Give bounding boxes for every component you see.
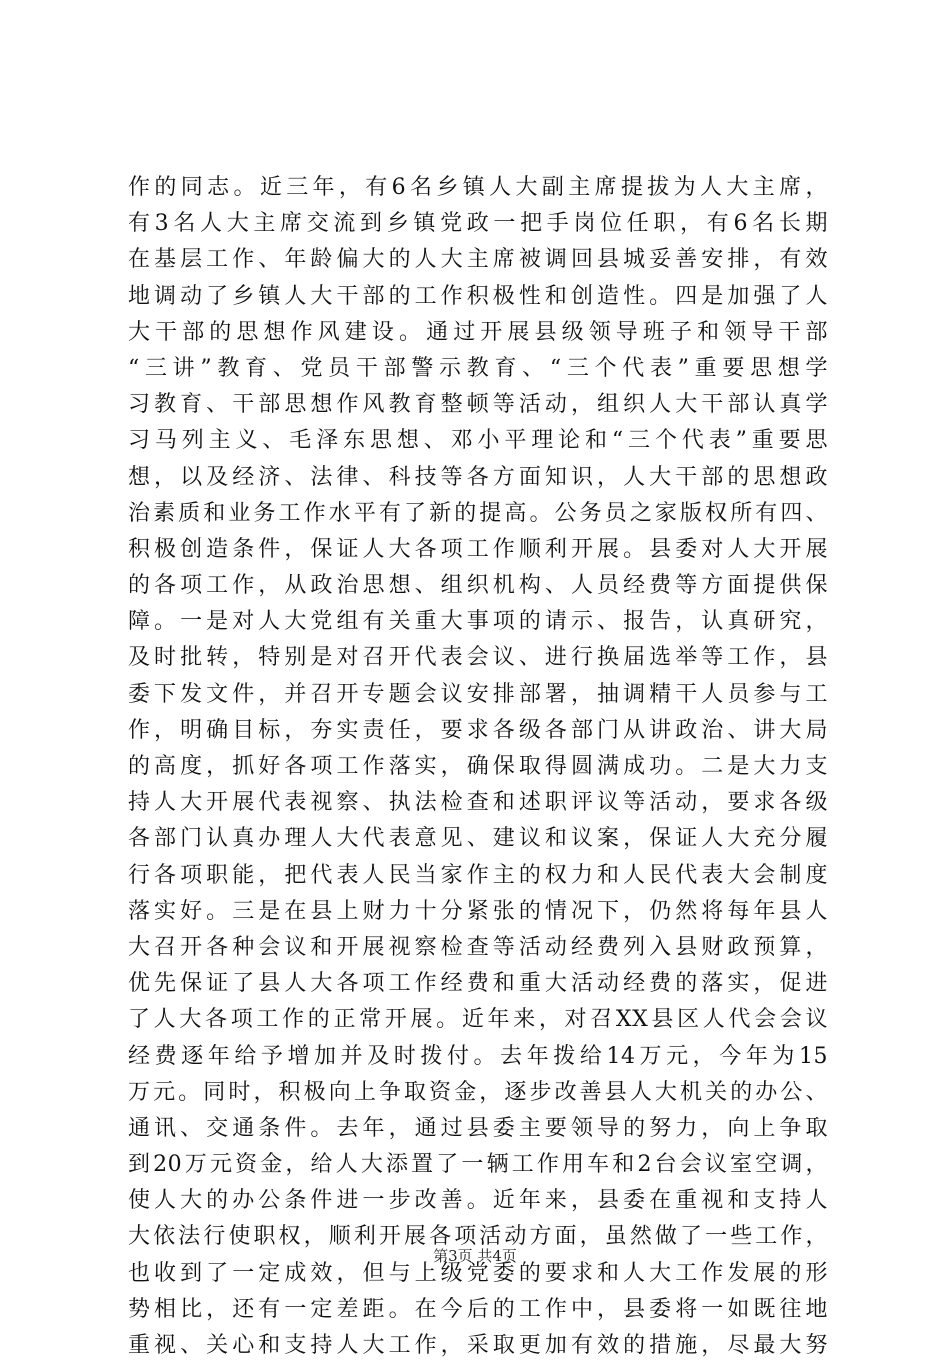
text-line: 障。一是对人大党组有关重大事项的请示、报告，认真研究， <box>128 609 828 635</box>
text-line: 重视、关心和支持人大工作，采取更加有效的措施，尽最大努 <box>128 1333 828 1358</box>
text-line: 优先保证了县人大各项工作经费和重大活动经费的落实，促进 <box>128 971 828 997</box>
text-line: 治素质和业务工作水平有了新的提高。公务员之家版权所有四、 <box>128 500 828 526</box>
page-footer <box>0 1246 950 1266</box>
text-line: 万元。同时，积极向上争取资金，逐步改善县人大机关的办公、 <box>128 1079 828 1105</box>
text-line: 到20万元资金，给人大添置了一辆工作用车和2台会议室空调， <box>128 1152 828 1178</box>
text-line: 落实好。三是在县上财力十分紧张的情况下，仍然将每年县人 <box>128 898 828 924</box>
text-line: 想，以及经济、法律、科技等各方面知识，人大干部的思想政 <box>128 464 828 490</box>
text-line: 习教育、干部思想作风教育整顿等活动，组织人大干部认真学 <box>128 392 828 418</box>
text-line: 大干部的思想作风建设。通过开展县级领导班子和领导干部 <box>128 319 828 345</box>
text-line: 持人大开展代表视察、执法检查和述职评议等活动，要求各级 <box>128 790 828 816</box>
text-line: 势相比，还有一定差距。在今后的工作中，县委将一如既往地 <box>128 1296 828 1322</box>
text-line: 的高度，抓好各项工作落实，确保取得圆满成功。二是大力支 <box>128 754 828 779</box>
text-line: 的各项工作，从政治思想、组织机构、人员经费等方面提供保 <box>128 573 828 599</box>
text-line: 各部门认真办理人大代表意见、建议和议案，保证人大充分履 <box>128 826 828 852</box>
text-line: 通讯、交通条件。去年，通过县委主要领导的努力，向上争取 <box>128 1115 828 1141</box>
text-line: 使人大的办公条件进一步改善。近年来，县委在重视和支持人 <box>128 1188 828 1214</box>
page-number-label: 第3页 共4页 <box>433 1247 517 1265</box>
text-line: 积极创造条件，保证人大各项工作顺利开展。县委对人大开展 <box>128 536 828 562</box>
text-line: 行各项职能，把代表人民当家作主的权力和人民代表大会制度 <box>128 862 828 888</box>
text-line: 有3名人大主席交流到乡镇党政一把手岗位任职，有6名长期 <box>128 211 828 237</box>
text-line: 地调动了乡镇人大干部的工作积极性和创造性。四是加强了人 <box>128 283 828 309</box>
text-line: 习马列主义、毛泽东思想、邓小平理论和“三个代表”重要思 <box>128 428 828 454</box>
body-text <box>128 170 828 1364</box>
text-line: 了人大各项工作的正常开展。近年来，对召XX县区人代会会议 <box>128 1007 828 1033</box>
text-line: 也收到了一定成效，但与上级党委的要求和人大工作发展的形 <box>128 1260 828 1286</box>
text-line: 在基层工作、年龄偏大的人大主席被调回县城妥善安排，有效 <box>128 247 828 273</box>
text-line: 作的同志。近三年，有6名乡镇人大副主席提拔为人大主席， <box>128 175 828 200</box>
text-line: 作，明确目标，夯实责任，要求各级各部门从讲政治、讲大局 <box>128 717 828 743</box>
text-line: 大召开各种会议和开展视察检查等活动经费列入县财政预算， <box>128 934 828 960</box>
text-line: 大依法行使职权，顺利开展各项活动方面，虽然做了一些工作， <box>128 1224 828 1250</box>
text-line: 经费逐年给予增加并及时拨付。去年拨给14万元，今年为15 <box>128 1043 828 1069</box>
text-line: “三讲”教育、党员干部警示教育、“三个代表”重要思想学 <box>128 355 828 381</box>
text-line: 委下发文件，并召开专题会议安排部署，抽调精干人员参与工 <box>128 681 828 707</box>
text-line: 及时批转，特别是对召开代表会议、进行换届选举等工作，县 <box>128 645 828 671</box>
